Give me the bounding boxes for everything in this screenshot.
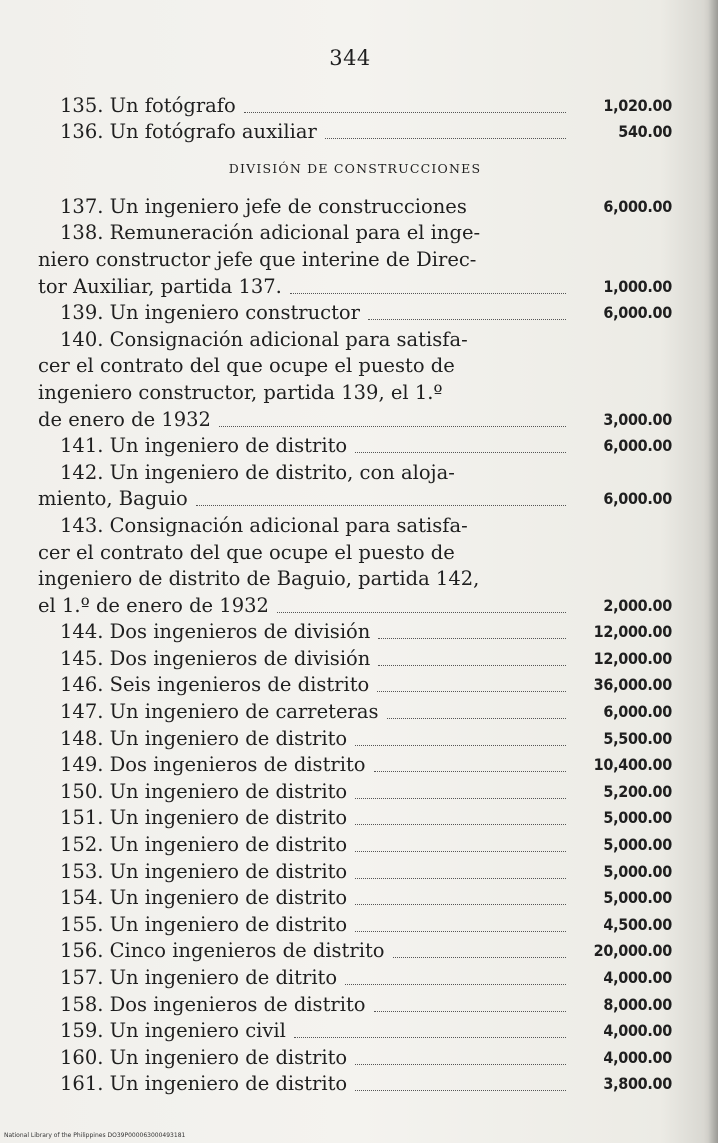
entry-text: 140. Consignación adicional para satisfa- [60, 327, 468, 351]
entry-amount: 4,500.00 [603, 914, 672, 934]
entry-text: 149. Dos ingenieros de distrito [60, 753, 366, 777]
budget-list [38, 92, 672, 1097]
entry-text: 144. Dos ingenieros de división [60, 620, 371, 644]
list-item [38, 406, 672, 433]
leader-dots [393, 956, 566, 958]
entry-amount: 6,000.00 [603, 489, 672, 509]
list-item [38, 1044, 672, 1071]
leader-dots [368, 318, 566, 320]
page-edge-shadow [708, 0, 718, 1143]
leader-dots [277, 611, 566, 613]
list-item [38, 645, 672, 672]
entry-amount: 4,000.00 [603, 1047, 672, 1067]
entry-text: 138. Remuneración adicional para el inge- [60, 221, 481, 245]
entry-text: miento, Baguio [38, 487, 188, 511]
leader-dots [355, 823, 566, 825]
entry-text: 152. Un ingeniero de distrito [60, 833, 348, 857]
entry-text: 137. Un ingeniero jefe de construcciones [60, 194, 467, 218]
list-item [38, 300, 672, 327]
leader-dots [355, 797, 566, 799]
entry-amount: 12,000.00 [593, 622, 672, 642]
entry-text: ingeniero constructor, partida 139, el 1.º [38, 380, 443, 404]
leader-dots [219, 425, 566, 427]
entry-text: 148. Un ingeniero de distrito [60, 726, 348, 750]
page-number: 344 [329, 46, 371, 70]
entry-amount: 6,000.00 [603, 196, 672, 216]
list-item [38, 858, 672, 885]
list-item [38, 752, 672, 779]
list-item [38, 672, 672, 699]
entry-text: 142. Un ingeniero de distrito, con aloja- [60, 460, 455, 484]
entry-amount: 1,020.00 [603, 95, 672, 115]
entry-amount: 5,000.00 [603, 808, 672, 828]
list-item [38, 273, 672, 300]
list-item [38, 539, 672, 566]
list-item [38, 92, 672, 119]
leader-dots [290, 292, 566, 294]
list-item [38, 592, 672, 619]
leader-dots [355, 744, 566, 746]
entry-text: 135. Un fotógrafo [60, 93, 236, 117]
entries-container [38, 193, 672, 1097]
leader-dots [355, 451, 566, 453]
entry-amount: 4,000.00 [603, 1021, 672, 1041]
list-item [38, 379, 672, 406]
entry-text: 143. Consignación adicional para satisfa- [60, 513, 468, 537]
list-item [38, 326, 672, 353]
entry-amount: 3,000.00 [603, 409, 672, 429]
leader-dots [244, 111, 566, 113]
leader-dots [355, 1063, 566, 1065]
entry-amount: 5,000.00 [603, 835, 672, 855]
leader-dots [355, 903, 566, 905]
entry-text: 156. Cinco ingenieros de distrito [60, 939, 385, 963]
list-item [38, 619, 672, 646]
list-item [38, 831, 672, 858]
entry-text: 136. Un fotógrafo auxiliar [60, 120, 317, 144]
entry-text: cer el contrato del que ocupe el puesto de [38, 354, 455, 378]
list-item [38, 778, 672, 805]
entry-amount: 2,000.00 [603, 595, 672, 615]
leader-dots [355, 930, 566, 932]
list-item [38, 353, 672, 380]
entry-text: 160. Un ingeniero de distrito [60, 1045, 348, 1069]
list-item [38, 246, 672, 273]
entry-text: ingeniero de distrito de Baguio, partida 142, [38, 567, 480, 591]
entry-text: 147. Un ingeniero de carreteras [60, 700, 379, 724]
leader-dots [374, 770, 566, 772]
entry-amount: 1,000.00 [603, 276, 672, 296]
entry-amount: 540.00 [618, 122, 672, 142]
entry-text: 153. Un ingeniero de distrito [60, 859, 348, 883]
entry-text: 145. Dos ingenieros de división [60, 646, 371, 670]
entry-text: 161. Un ingeniero de distrito [60, 1072, 348, 1096]
list-item [38, 566, 672, 593]
list-item [38, 433, 672, 460]
list-item [38, 1018, 672, 1045]
entry-amount: 4,000.00 [603, 968, 672, 987]
entry-text: 139. Un ingeniero constructor [60, 301, 360, 325]
leader-dots [345, 983, 566, 985]
entry-amount: 8,000.00 [603, 994, 672, 1014]
entry-amount: 3,800.00 [603, 1074, 672, 1094]
entry-amount: 6,000.00 [603, 303, 672, 323]
entry-text: 151. Un ingeniero de distrito [60, 806, 348, 830]
entry-amount: 6,000.00 [603, 436, 672, 456]
list-item [38, 220, 672, 247]
entry-amount: 5,500.00 [603, 728, 672, 748]
leader-dots [355, 1089, 566, 1091]
list-item [38, 698, 672, 725]
entry-text: 141. Un ingeniero de distrito [60, 434, 348, 458]
leader-dots [378, 637, 566, 639]
leader-dots [196, 504, 566, 506]
entry-amount: 12,000.00 [593, 648, 672, 668]
leader-dots [374, 1010, 566, 1012]
leader-dots [378, 664, 566, 666]
entry-amount: 20,000.00 [593, 941, 672, 961]
entry-text: 155. Un ingeniero de distrito [60, 912, 348, 936]
entry-text: 159. Un ingeniero civil [60, 1019, 286, 1043]
footer-credit: National Library of the Philippines DO39P000063000493181 [4, 1132, 186, 1139]
entry-amount: 6,000.00 [603, 702, 672, 722]
list-item [38, 991, 672, 1018]
leader-dots [377, 690, 566, 692]
entry-text: 146. Seis ingenieros de distrito [60, 673, 370, 697]
entry-text: 157. Un ingeniero de ditrito [60, 966, 338, 989]
leader-dots [355, 850, 566, 852]
entry-amount: 5,000.00 [603, 888, 672, 908]
list-item [38, 486, 672, 513]
list-item [38, 119, 672, 146]
entry-amount: 36,000.00 [593, 675, 672, 695]
entry-text: 154. Un ingeniero de distrito [60, 886, 348, 910]
entry-text: 158. Dos ingenieros de distrito [60, 992, 366, 1016]
entry-text: 150. Un ingeniero de distrito [60, 779, 348, 803]
entry-text: cer el contrato del que ocupe el puesto de [38, 540, 455, 564]
list-item [38, 805, 672, 832]
leader-dots [355, 877, 566, 879]
list-item [38, 1071, 672, 1098]
list-item [38, 938, 672, 965]
entry-text: tor Auxiliar, partida 137. [38, 274, 282, 298]
leader-dots [325, 137, 566, 139]
entry-text: el 1.º de enero de 1932 [38, 593, 269, 617]
entry-amount: 10,400.00 [593, 755, 672, 775]
entry-amount: 5,000.00 [603, 861, 672, 881]
list-item [38, 911, 672, 938]
section-heading: DIVISIÓN DE CONSTRUCCIONES [228, 161, 482, 177]
entry-amount: 5,200.00 [603, 781, 672, 801]
entry-text: de enero de 1932 [38, 407, 211, 431]
leader-dots [387, 717, 566, 719]
list-item [38, 512, 672, 539]
entry-text: niero constructor jefe que interine de Direc- [38, 247, 477, 271]
list-item [38, 193, 672, 220]
list-item [38, 725, 672, 752]
leader-dots [294, 1036, 566, 1038]
list-item [38, 964, 672, 991]
list-item [38, 885, 672, 912]
list-item [38, 459, 672, 486]
